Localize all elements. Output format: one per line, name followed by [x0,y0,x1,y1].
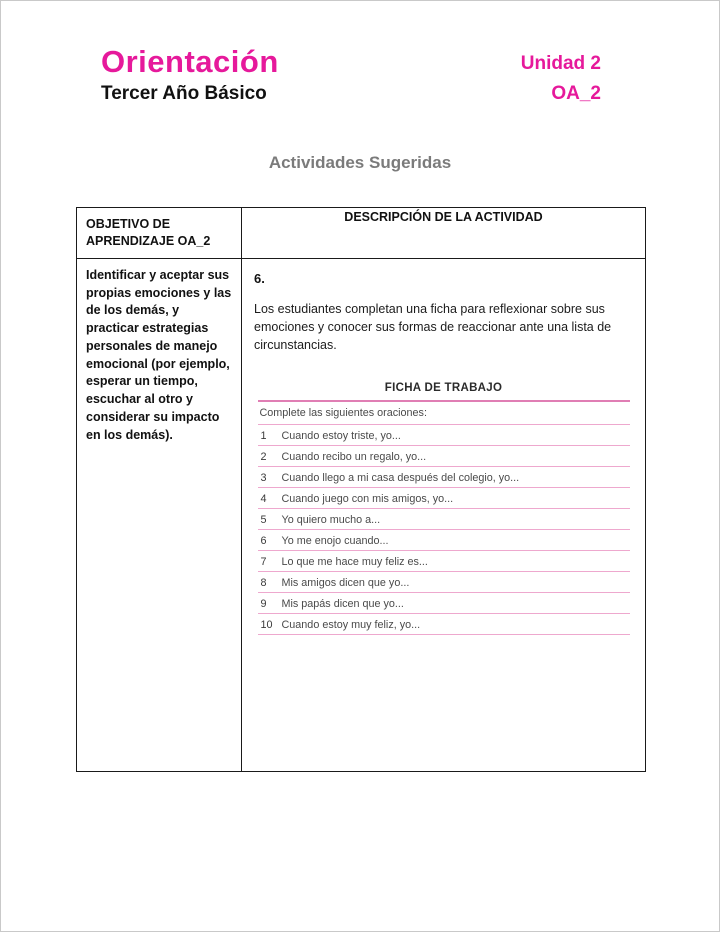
page-header [1,1,719,105]
oa-label: OA_2 [551,83,601,104]
worksheet-item [258,446,630,467]
worksheet-item-number: 2 [260,451,267,464]
worksheet-item [258,425,630,446]
section-title: Actividades Sugeridas [268,153,452,173]
brand-block [101,45,279,105]
objective-text: Identificar y aceptar sus propias emociones y las de los demás, y practicar estrategias personales de manejo emocional (por ejemplo, esperar un tiempo, escuchar al otro y considerar su impacto en los demás). [86,267,232,442]
worksheet-item-text: Cuando estoy muy feliz, yo... [281,619,421,632]
worksheet-item [258,509,630,530]
table-header-row [77,208,645,259]
worksheet-item [258,614,630,635]
worksheet-item [258,467,630,488]
worksheet-item-number: 8 [260,577,267,590]
description-cell [242,259,645,771]
worksheet-item-number: 5 [260,514,267,527]
worksheet-item-text: Yo quiero mucho a... [281,514,381,527]
worksheet-item-text: Yo me enojo cuando... [281,535,389,548]
worksheet-instruction: Complete las siguientes oraciones: [258,402,630,425]
worksheet-item-number: 6 [260,535,267,548]
worksheet-item-number: 10 [260,619,273,632]
worksheet-title: FICHA DE TRABAJO [258,382,630,402]
objective-cell [77,259,242,771]
grade-level: Tercer Año Básico [101,83,267,105]
worksheet-item-text: Cuando recibo un regalo, yo... [281,451,427,464]
description-column-header: DESCRIPCIÓN DE LA ACTIVIDAD [344,210,543,225]
course-title: Orientación [101,44,279,79]
activity-table [76,207,646,772]
worksheet-item-text: Cuando llego a mi casa después del colegio, yo... [281,472,520,485]
worksheet-item-text: Mis amigos dicen que yo... [281,577,410,590]
worksheet-item [258,551,630,572]
objective-column-header: OBJETIVO DE APRENDIZAJE OA_2 [77,208,242,258]
worksheet-item [258,530,630,551]
unit-block [521,45,601,105]
worksheet-item-number: 4 [260,493,267,506]
table-body-row [77,259,645,771]
worksheet-item-text: Cuando juego con mis amigos, yo... [281,493,454,506]
worksheet-item-number: 9 [260,598,267,611]
activity-description: Los estudiantes completan una ficha para reflexionar sobre sus emociones y conocer sus formas de reaccionar ante una lista de circunstancias. [254,301,612,353]
worksheet-item [258,488,630,509]
worksheet [258,382,630,635]
worksheet-item-text: Cuando estoy triste, yo... [281,430,401,443]
worksheet-item-number: 7 [260,556,267,569]
worksheet-item-text: Mis papás dicen que yo... [281,598,404,611]
worksheet-item [258,572,630,593]
worksheet-item [258,593,630,614]
activity-number: 6. [254,270,265,286]
worksheet-item-number: 1 [260,430,267,443]
worksheet-item-number: 3 [260,472,267,485]
worksheet-item-text: Lo que me hace muy feliz es... [281,556,428,569]
unit-label: Unidad 2 [520,53,601,74]
